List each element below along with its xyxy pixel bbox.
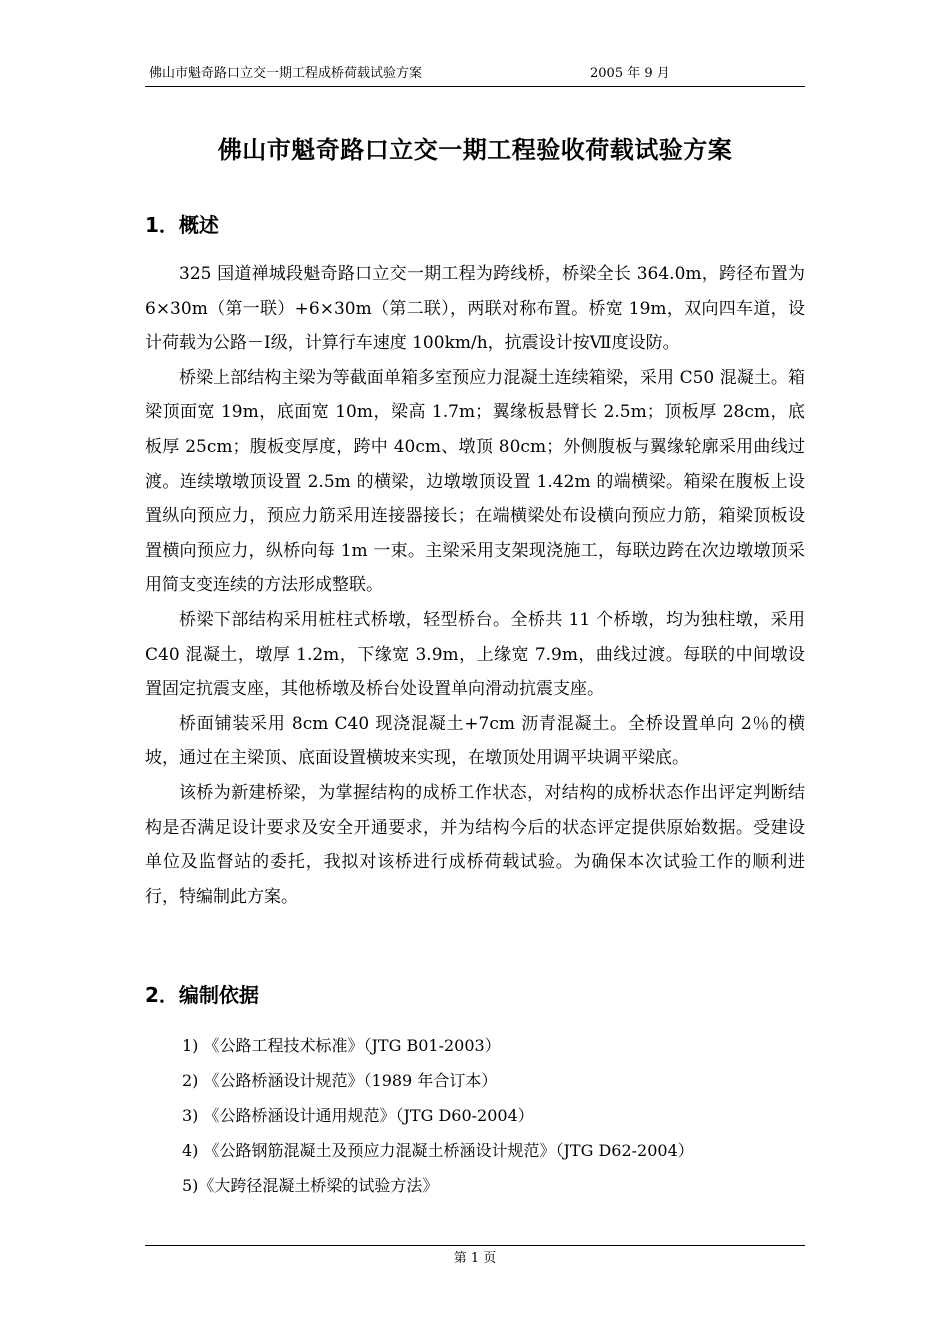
page-number: 第 1 页	[453, 1251, 497, 1266]
page-footer	[145, 1245, 805, 1270]
reference-list	[182, 1028, 802, 1203]
reference-item: 2) 《公路桥涵设计规范》（1989 年合订本）	[182, 1071, 498, 1090]
paragraph: 325 国道禅城段魁奇路口立交一期工程为跨线桥，桥梁全长 364.0m，跨径布置为 6×30m（第一联）+6×30m（第二联），两联对称布置。桥宽 19m，双向四车道，设计荷载为公路－Ⅰ级，计算行车速度 100km/h，抗震设计按Ⅶ度设防。	[145, 264, 805, 354]
paragraph: 桥面铺装采用 8cm C40 现浇混凝土+7cm 沥青混凝土。全桥设置单向 2％的横坡，通过在主梁顶、底面设置横坡来实现，在墩顶处用调平块调平梁底。	[145, 713, 805, 769]
reference-item: 5)《大跨径混凝土桥梁的试验方法》	[182, 1176, 439, 1195]
reference-item: 1) 《公路工程技术标准》（JTG B01-2003）	[182, 1036, 501, 1055]
section-heading-basis: 2．编制依据	[145, 983, 259, 1007]
paragraph: 桥梁下部结构采用桩柱式桥墩，轻型桥台。全桥共 11 个桥墩，均为独柱墩，采用 C40 混凝土，墩厚 1.2m，下缘宽 3.9m，上缘宽 7.9m，曲线过渡。每联的中间墩设置固定抗震支座，其他桥墩及桥台处设置单向滑动抗震支座。	[145, 609, 805, 700]
reference-item: 3) 《公路桥涵设计通用规范》（JTG D60-2004）	[182, 1106, 534, 1125]
header-date: 2005 年 9 月	[590, 66, 670, 81]
page-header	[145, 64, 805, 87]
paragraph: 桥梁上部结构主梁为等截面单箱多室预应力混凝土连续箱梁，采用 C50 混凝土。箱梁顶面宽 19m，底面宽 10m，梁高 1.7m；翼缘板悬臂长 2.5m；顶板厚 28cm，底板厚 25cm；腹板变厚度，跨中 40cm、墩顶 80cm；外侧腹板与翼缘轮廓采用曲线过渡。连续墩墩顶设置 2.5m 的横梁，边墩墩顶设置 1.42m 的端横梁。箱梁在腹板上设置纵向预应力，预应力筋采用连接器接长；在端横梁处布设横向预应力筋，箱梁顶板设置横向预应力，纵桥向每 1m 一束。主梁采用支架现浇施工，每联边跨在次边墩墩顶采用简支变连续的方法形成整联。	[145, 367, 805, 596]
document-title: 佛山市魁奇路口立交一期工程验收荷载试验方案	[217, 135, 733, 164]
reference-item: 4) 《公路钢筋混凝土及预应力混凝土桥涵设计规范》（JTG D62-2004）	[182, 1141, 694, 1160]
overview-body	[145, 257, 805, 914]
paragraph: 该桥为新建桥梁，为掌握结构的成桥工作状态，对结构的成桥状态作出评定判断结构是否满足设计要求及安全开通要求，并为结构今后的状态评定提供原始数据。受建设单位及监督站的委托，我拟对该桥进行成桥荷载试验。为确保本次试验工作的顺利进行，特编制此方案。	[145, 782, 805, 907]
section-heading-overview: 1．概述	[145, 213, 219, 237]
header-document-title: 佛山市魁奇路口立交一期工程成桥荷载试验方案	[149, 66, 423, 81]
